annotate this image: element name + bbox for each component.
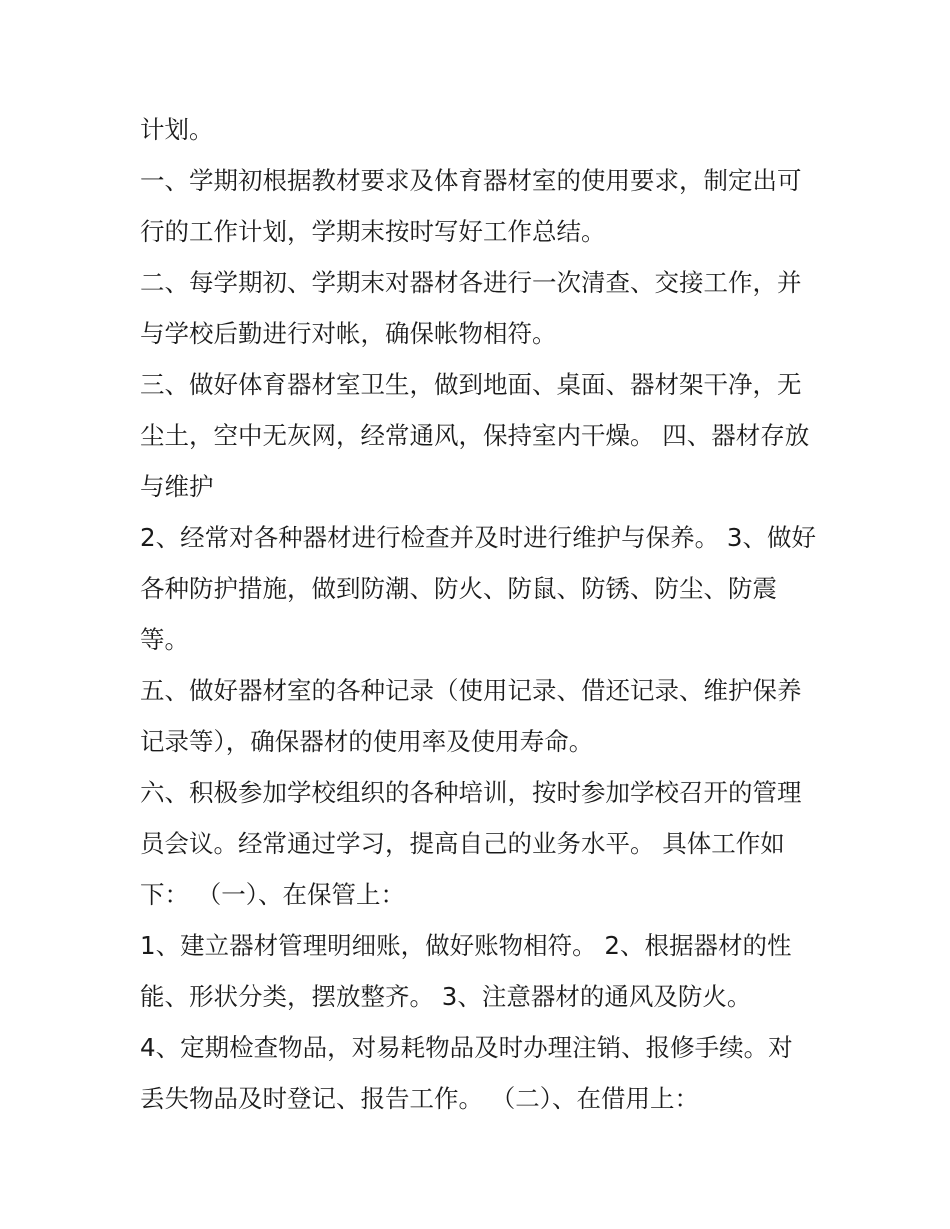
paragraph-storage-4: 4、定期检查物品，对易耗物品及时办理注销、报修手续。对丢失物品及时登记、报告工作。 （二）、在借用上：	[140, 1033, 793, 1113]
paragraph-plan-end: 计划。	[140, 115, 214, 144]
document-body	[140, 104, 816, 1124]
paragraph-item-4-details: 2、经常对各种器材进行检查并及时进行维护与保养。 3、做好各种防护措施，做到防潮、防火、防鼠、防锈、防尘、防震等。	[140, 523, 816, 654]
paragraph-storage-1: 1、建立器材管理明细账，做好账物相符。 2、根据器材的性能、形状分类，摆放整齐。 3、注意器材的通风及防火。	[140, 931, 792, 1011]
paragraph-item-3: 三、做好体育器材室卫生，做到地面、桌面、器材架干净，无尘土，空中无灰网，经常通风，保持室内干燥。 四、器材存放与维护	[140, 370, 810, 501]
paragraph-item-6: 六、积极参加学校组织的各种培训，按时参加学校召开的管理员会议。经常通过学习，提高自己的业务水平。 具体工作如下： （一）、在保管上：	[140, 778, 802, 909]
paragraph-item-2: 二、每学期初、学期末对器材各进行一次清查、交接工作，并与学校后勤进行对帐，确保帐物相符。	[140, 268, 802, 348]
paragraph-item-5: 五、做好器材室的各种记录（使用记录、借还记录、维护保养记录等），确保器材的使用率及使用寿命。	[140, 676, 802, 756]
paragraph-item-1: 一、学期初根据教材要求及体育器材室的使用要求，制定出可行的工作计划，学期末按时写好工作总结。	[140, 166, 802, 246]
